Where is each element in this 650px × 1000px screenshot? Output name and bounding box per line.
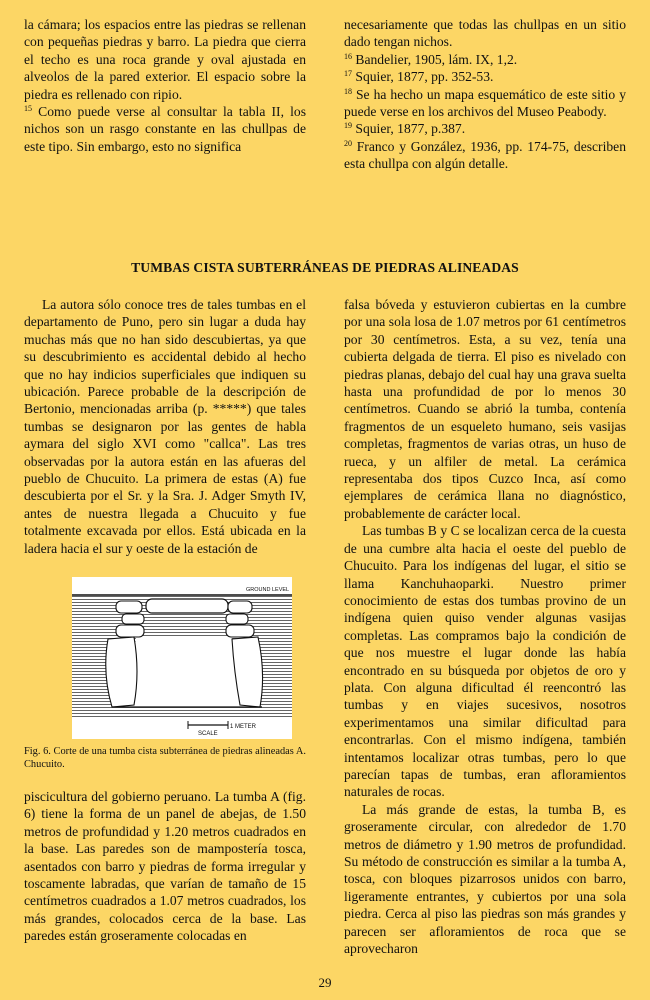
wall-stone [228, 601, 252, 613]
figure-6 [72, 577, 292, 739]
page-number: 29 [318, 975, 332, 990]
footnote-20 [344, 138, 626, 173]
figure-caption: Fig. 6. Corte de una tumba cista subterránea de piedras alineadas A. Chucuito. [24, 746, 306, 771]
wall-stone [122, 614, 144, 624]
top-left-paragraph: la cámara; los espacios entre las piedras se rellenan con pequeñas piedras y barro. La piedra que cierra el techo es una roca grande y oval ajustada en alveolos de la pared exterior. El espacio sobre la piedra es rellenado con ripio. [24, 17, 306, 102]
footnote-16 [344, 51, 626, 68]
wall-stone [226, 614, 248, 624]
footnote-text: Squier, 1877, pp. 352-53. [352, 69, 494, 85]
footnote-number: 17 [344, 69, 352, 79]
top-left-column [24, 16, 306, 155]
scale-label: SCALE [198, 731, 218, 737]
tomb-section-drawing [72, 577, 292, 739]
top-right-column [344, 16, 626, 173]
ground-level-label: GROUND LEVEL [246, 587, 290, 593]
section-title: TUMBAS CISTA SUBTERRÁNEAS DE PIEDRAS ALINEADAS [131, 260, 519, 275]
wall-stone [116, 625, 144, 637]
footnote-text: Se ha hecho un mapa esquemático de este sitio y puede verse en los archivos del Museo Peabody. [344, 86, 626, 120]
footnote-number: 15 [24, 104, 32, 114]
footnote-19 [344, 120, 626, 137]
footnote-number: 20 [344, 138, 352, 148]
left-column-lower [24, 788, 306, 945]
left-paragraph-2: piscicultura del gobierno peruano. La tumba A (fig. 6) tiene la forma de un panel de abejas, de 1.50 metros de profundidad y 1.20 metros cuadrados en la base. Las paredes son de mampostería tosca, asentados con barro y piedras de forma irregular y toscamente labradas, que varían de tamaño de 15 centímetros cuadrados a 1.07 metros cuadrados, los más grandes, colocados cerca de la base. Las paredes están groseramente colocadas en [24, 789, 306, 944]
wall-stone [106, 637, 137, 707]
right-paragraph-3: La más grande de estas, la tumba B, es groseramente circular, con alrededor de 1.70 metros de diámetro y 1.90 metros de profundidad. Su método de construcción es similar a la tumba A, tosca, con bloques pizarrosos unidos con barro, ligeramente entrantes, y cubiertos por una sola piedra. Cerca al piso las piedras son más grandes y parecen ser afloramientos de roca que se aprovecharon [344, 801, 626, 957]
footnote-text: Squier, 1877, p.387. [352, 121, 466, 137]
footnote-text: Como puede verse al consultar la tabla II, los nichos son un rasgo constante en las chullpas de este tipo. Sin embargo, esto no significa [24, 104, 306, 154]
footnote-18 [344, 86, 626, 121]
footnote-number: 19 [344, 121, 352, 131]
footnote-text: Bandelier, 1905, lám. IX, 1,2. [352, 51, 518, 67]
top-right-paragraph: necesariamente que todas las chullpas en un sitio dado tengan nichos. [344, 17, 626, 50]
left-column-upper [24, 296, 306, 557]
footnote-number: 18 [344, 86, 352, 96]
capstone [146, 599, 228, 613]
wall-stone [226, 625, 254, 637]
footnote-number: 16 [344, 51, 352, 61]
meter-label: 1 METER [230, 724, 257, 730]
right-paragraph-1: falsa bóveda y estuvieron cubiertas en la cumbre por una sola losa de 1.07 metros por 61 centímetros por 30 centímetros. Esta, a su vez, tenía una cubierta delgada de tierra. El piso es nivelado con piedras planas, debajo del cual hay una grava suelta hasta una profundidad de por lo menos 30 centímetros. Cuando se abrió la tumba, contenía fragmentos de un esqueleto humano, seis vasijas completas, fragmentos de varias otras, un huso de rueca, y un alfiler de metal. La cerámica representaba dos tipos Cuzco Inca, así como ejemplares de cerámica llana no diagnóstico, probablemente de carácter local. [344, 297, 626, 521]
tomb-chamber [130, 637, 240, 705]
footnote-15 [24, 103, 306, 155]
wall-stone [116, 601, 142, 613]
right-column [344, 296, 626, 957]
left-paragraph-1: La autora sólo conoce tres de tales tumbas en el departamento de Puno, pero sin lugar a duda hay muchas más que no han sido descubiertas, ya que su descubrimiento es accidental debido al hecho que no hay indicios superficiales que indiquen su ubicación. Parece probable de la descripción de Bertonio, mencionadas arriba (p. *****) que tales tumbas se designaron por las gentes de habla aymara del siglo XVI como "callca". Las tres observadas por la autora están en las afueras del pueblo de Chucuito. La primera de estas (A) fue descubierta por el Sr. y la Sra. J. Adger Smyth IV, antes de nuestra llegada a Chucuito y fue totalmente excavada por ellos. Está ubicada en la ladera hacia el sur y oeste de la estación de [24, 297, 306, 556]
footnote-text: Franco y González, 1936, pp. 174-75, describen esta chullpa con algún detalle. [344, 138, 626, 172]
footnote-17 [344, 68, 626, 85]
right-paragraph-2: Las tumbas B y C se localizan cerca de la cuesta de una cumbre alta hacia el oeste del pueblo de Chucuito. Para los indígenas del lugar, el sitio se llama Kanchuhaoparki. Nuestro primer conocimiento de estas dos tumbas provino de un indígena quien quiso vender algunas vasijas completas. Las compramos bajo la condición de que nos muestre el lugar donde las había encontrado en su búsqueda por objetos de oro y plata. Con alguna dificultad él reencontró las tumbas y en viajes sucesivos, nosotros experimentamos una similar dificultad para encontrarlas. Con el mismo indígena, también intentamos localizar otras tumbas, pero lo que parecían tapas de tumbas, eran afloramientos naturales de rocas. [344, 523, 626, 800]
